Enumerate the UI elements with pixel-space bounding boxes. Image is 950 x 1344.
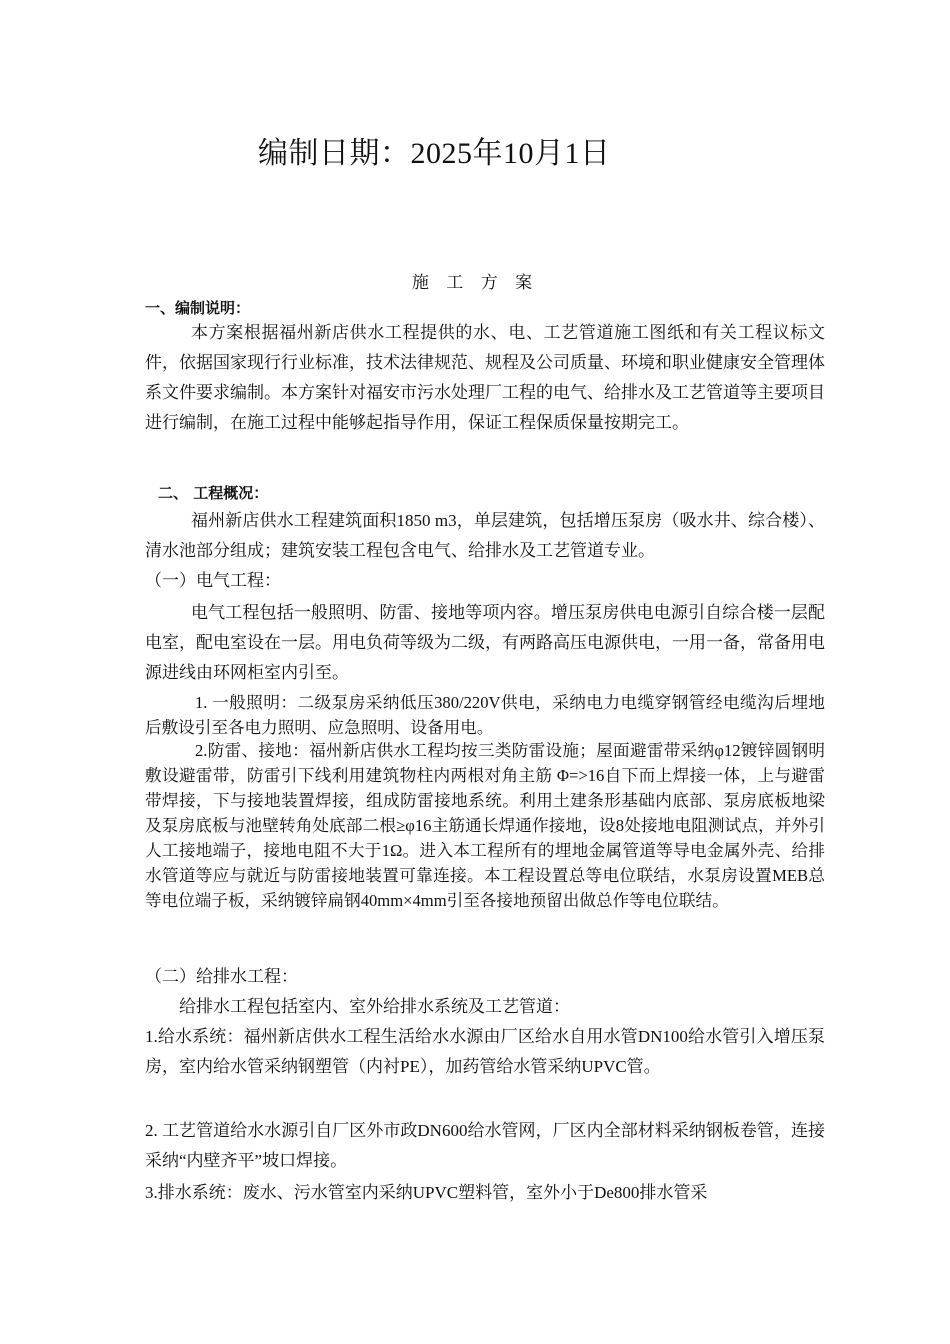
water-intro-paragraph: 给排水工程包括室内、室外给排水系统及工艺管道：: [179, 997, 570, 1016]
lighting-paragraph: 1. 一般照明：二级泵房采纳低压380/220V供电，采纳电力电缆穿钢管经电缆沟后埋地后敷设引至各电力照明、应急照明、设备用电。: [145, 693, 825, 737]
section-2-heading: 二、 工程概况：: [158, 484, 269, 502]
electrical-paragraph: 电气工程包括一般照明、防雷、接地等项内容。增压泵房供电电源引自综合楼一层配电室，配电室设在一层。用电负荷等级为二级，有两路高压电源供电，一用一备，常备用电源进线由环网柜室内引至。: [145, 603, 825, 682]
section-1-heading: 一、编制说明：: [145, 299, 251, 317]
compile-date: 编制日期：2025年10月1日: [258, 137, 611, 170]
process-pipe-paragraph: 2. 工艺管道给水水源引自厂区外市政DN600给水管网，厂区内全部材料采纳钢板卷管，连接采纳“内壁齐平”坡口焊接。: [145, 1121, 825, 1170]
subsection-water-heading: （二）给排水工程：: [145, 967, 298, 986]
lightning-grounding-paragraph: 2.防雷、接地：福州新店供水工程均按三类防雷设施；屋面避雷带采纳φ12镀锌圆钢明敷设避雷带，防雷引下线利用建筑物柱内两根对角主筋 Φ=>16自下而上焊接一体，上与避雷带焊接，下与接地装置焊接，组成防雷接地系统。利用土建条形基础内底部、泵房底板地梁及泵房底板与池壁转角处底部二根≥φ16主筋通长焊通作接地，设8处接地电阻测试点，并外引人工接地端子，接地电阻不大于1Ω。进入本工程所有的埋地金属管道等导电金属外壳、给排水管道等应与就近与防雷接地装置可靠连接。本工程设置总等电位联结，水泵房设置MEB总等电位端子板，采纳镀锌扁钢40mm×4mm引至各接地预留出做总作等电位联结。: [145, 741, 825, 910]
section-1-paragraph: 本方案根据福州新店供水工程提供的水、电、工艺管道施工图纸和有关工程议标文件，依据国家现行行业标准，技术法律规范、规程及公司质量、环境和职业健康安全管理体系文件要求编制。本方案针对福安市污水处理厂工程的电气、给排水及工艺管道等主要项目进行编制，在施工过程中能够起指导作用，保证工程保质保量按期完工。: [145, 323, 825, 432]
document-title: 施 工 方 案: [411, 273, 539, 293]
section-2-paragraph: 福州新店供水工程建筑面积1850 m3，单层建筑，包括增压泵房（吸水井、综合楼）、清水池部分组成；建筑安装工程包含电气、给排水及工艺管道专业。: [145, 511, 825, 560]
subsection-electrical-heading: （一）电气工程：: [145, 571, 281, 590]
drainage-paragraph: 3.排水系统：废水、污水管室内采纳UPVC塑料管，室外小于De800排水管采: [145, 1183, 708, 1202]
water-supply-paragraph: 1.给水系统：福州新店供水工程生活给水水源由厂区给水自用水管DN100给水管引入增压泵房，室内给水管采纳钢塑管（内衬PE），加药管给水管采纳UPVC管。: [145, 1027, 825, 1076]
